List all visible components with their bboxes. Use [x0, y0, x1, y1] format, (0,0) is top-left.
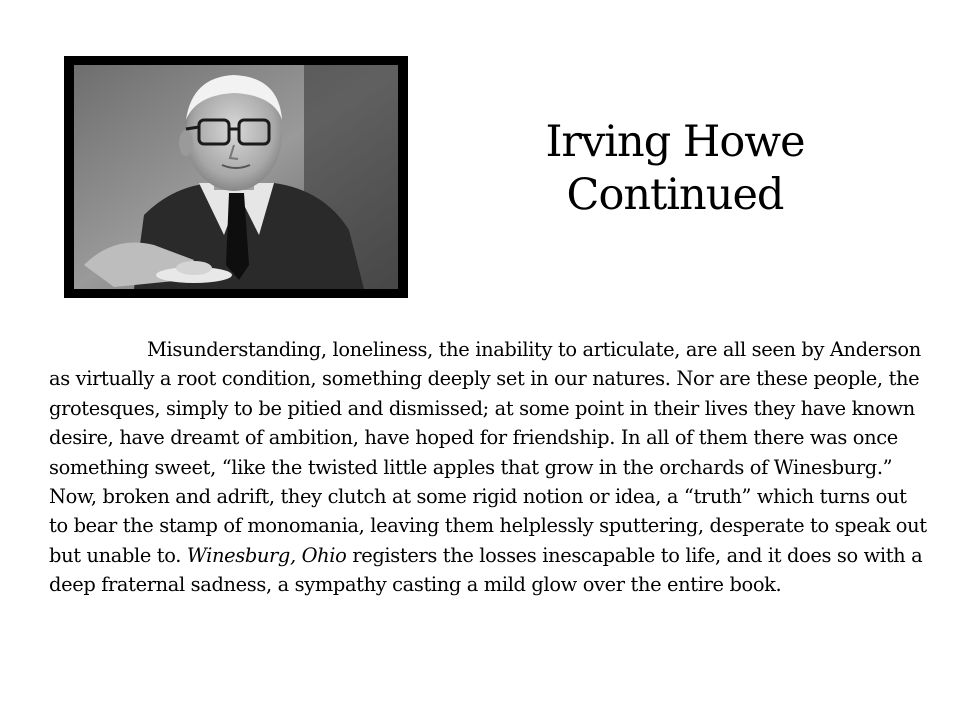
title-line-2: Continued	[566, 170, 784, 220]
portrait-photo	[64, 56, 408, 298]
book-title-italic: Winesburg, Ohio	[186, 543, 347, 567]
portrait-photo-icon	[74, 65, 398, 289]
paragraph-text-part-2: registers the losses inescapable to life, and it does so with a deep fraternal sadness, a sympathy casting a mild glow over the entire book.	[49, 543, 923, 597]
paragraph-text-part-1: Misunderstanding, loneliness, the inability to articulate, are all seen by Anderson as virtually a root condition, something deeply set in our natures. Nor are these people, the grotesques, simply to be pitied and dismissed; at some point in their lives they have known desire, have dreamt of ambition, have hoped for friendship. In all of them there was once something sweet, “like the twisted little apples that grow in the orchards of Winesburg.” Now, broken and adrift, they clutch at some rigid notion or idea, a “truth” which turns out to bear the stamp of monomania, leaving them helplessly sputtering, desperate to speak out but unable to.	[49, 338, 927, 567]
quote-paragraph	[49, 335, 929, 600]
page-title	[470, 116, 880, 222]
title-line-1: Irving Howe	[545, 117, 805, 167]
